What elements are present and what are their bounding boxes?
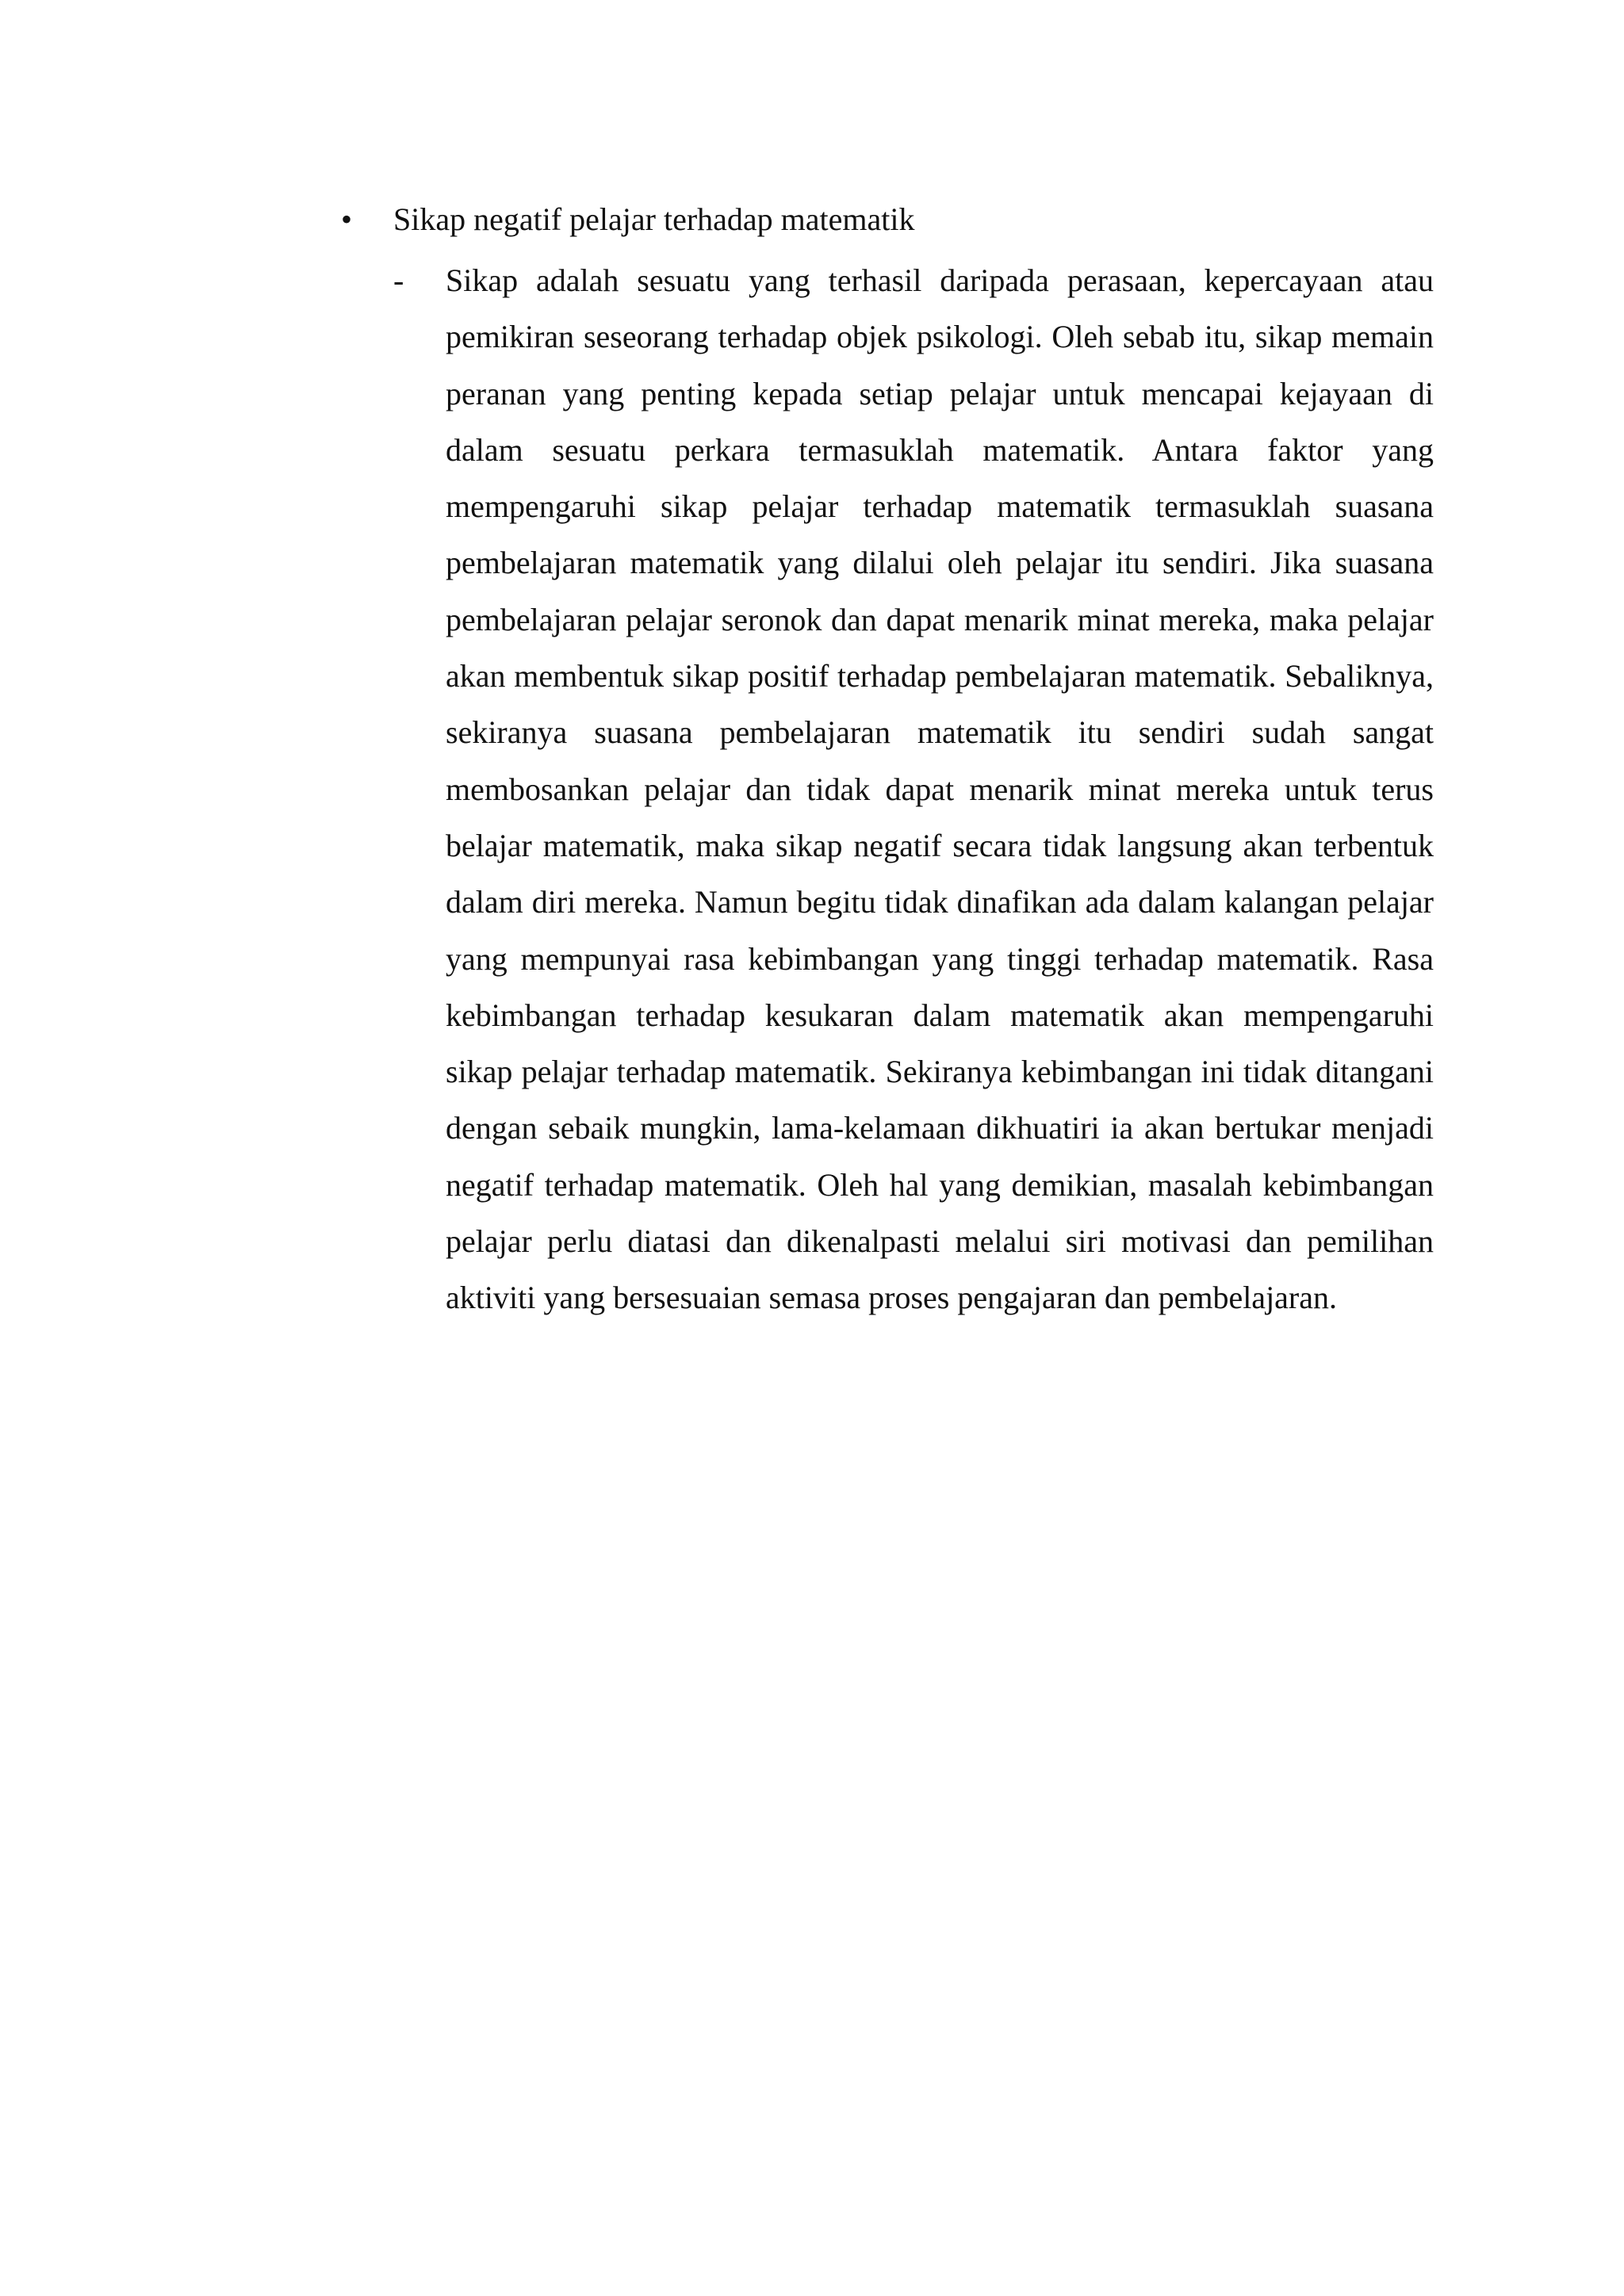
bullet-marker: •: [341, 201, 353, 237]
dash-marker: -: [393, 262, 404, 298]
body-paragraph: Sikap adalah sesuatu yang terhasil daripada perasaan, kepercayaan atau pemikiran seseorang terhadap objek psikologi. Oleh sebab itu, sikap memain peranan yang penting kepada setiap pelajar untuk mencapai kejayaan di dalam sesuatu perkara termasuklah matematik. Antara faktor yang mempengaruhi sikap pelajar terhadap matematik termasuklah suasana pembelajaran matematik yang dilalui oleh pelajar itu sendiri. Jika suasana pembelajaran pelajar seronok dan dapat menarik minat mereka, maka pelajar akan membentuk sikap positif terhadap pembelajaran matematik. Sebaliknya, sekiranya suasana pembelajaran matematik itu sendiri sudah sangat membosankan pelajar dan tidak dapat menarik minat mereka untuk terus belajar matematik, maka sikap negatif secara tidak langsung akan terbentuk dalam diri mereka. Namun begitu tidak dinafikan ada dalam kalangan pelajar yang mempunyai rasa kebimbangan yang tinggi terhadap matematik. Rasa kebimbangan terhadap kesukaran dalam matematik akan mempengaruhi sikap pelajar terhadap matematik. Sekiranya kebimbangan ini tidak ditangani dengan sebaik mungkin, lama-kelamaan dikhuatiri ia akan bertukar menjadi negatif terhadap matematik. Oleh hal yang demikian, masalah kebimbangan pelajar perlu diatasi dan dikenalpasti melalui siri motivasi dan pemilihan aktiviti yang bersesuaian semasa proses pengajaran dan pembelajaran.: [446, 262, 1434, 1316]
section-heading: Sikap negatif pelajar terhadap matematik: [393, 201, 915, 237]
